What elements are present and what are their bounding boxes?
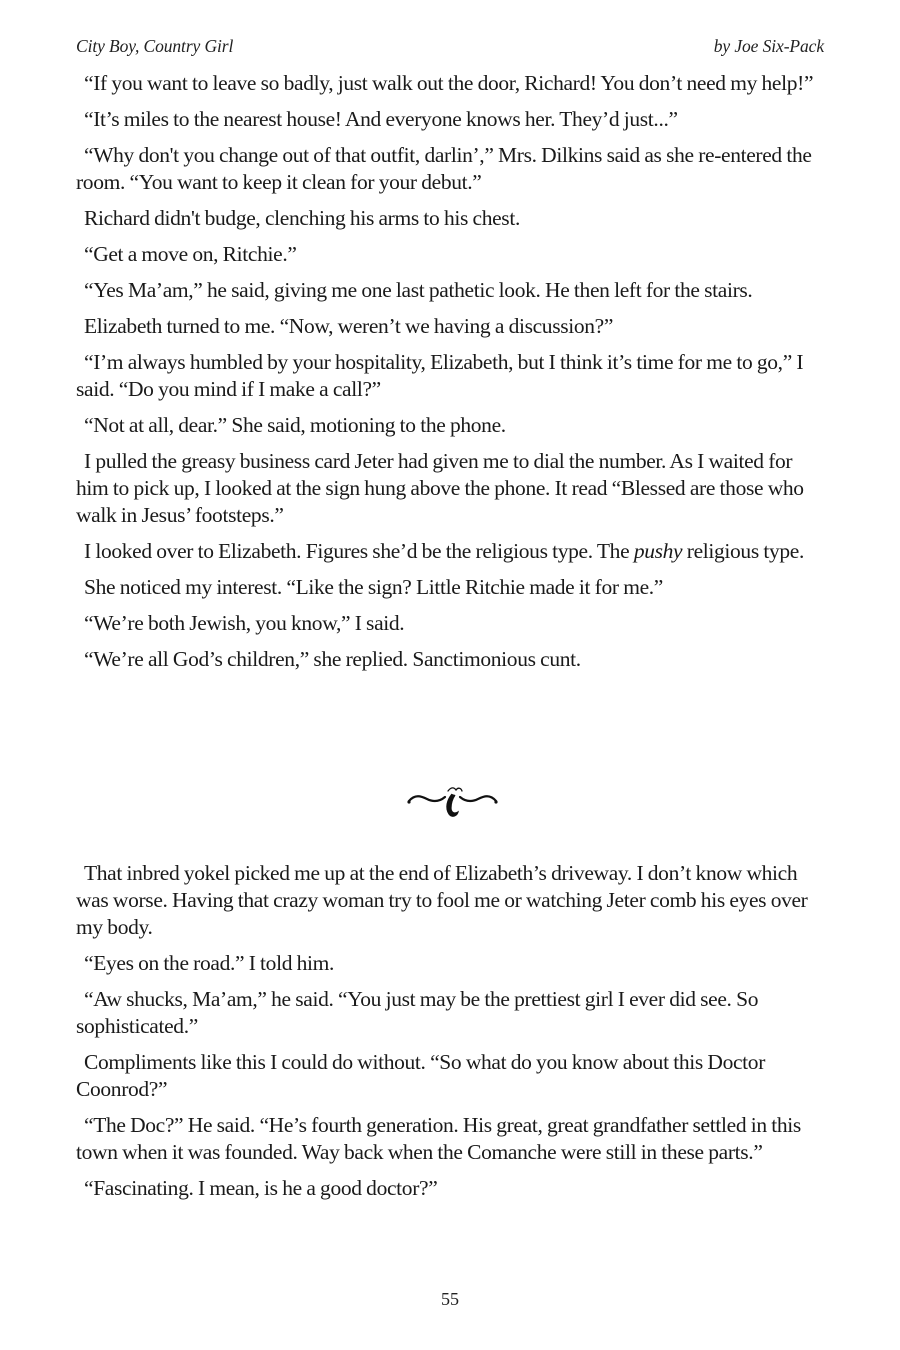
- paragraph: “We’re all God’s children,” she replied. Sanctimonious cunt.: [84, 647, 581, 671]
- paragraph: I pulled the greasy business card Jeter had given me to dial the number. As I waited for him to pick up, I looked at the sign hung above the phone. It read “Blessed are those who walk in Jesus’ footsteps.”: [76, 449, 804, 527]
- section-2-text: [76, 860, 826, 1211]
- running-head: [76, 36, 824, 60]
- paragraph: Compliments like this I could do without. “So what do you know about this Doctor Coonrod?”: [76, 1050, 766, 1101]
- paragraph: “Aw shucks, Ma’am,” he said. “You just may be the prettiest girl I ever did see. So sophisticated.”: [76, 987, 759, 1038]
- text-run: I looked over to Elizabeth. Figures she’d be the religious type. The: [84, 539, 634, 563]
- paragraph: “Get a move on, Ritchie.”: [84, 242, 297, 266]
- paragraph: “It’s miles to the nearest house! And everyone knows her. They’d just...”: [84, 107, 678, 131]
- paragraph: “Why don't you change out of that outfit, darlin’,” Mrs. Dilkins said as she re-entered the room. “You want to keep it clean for your debut.”: [76, 143, 812, 194]
- book-title: City Boy, Country Girl: [76, 36, 234, 56]
- paragraph: “The Doc?” He said. “He’s fourth generation. His great, great grandfather settled in this town when it was founded. Way back when the Comanche were still in these parts.”: [76, 1113, 801, 1164]
- paragraph: “We’re both Jewish, you know,” I said.: [84, 611, 405, 635]
- paragraph: That inbred yokel picked me up at the end of Elizabeth’s driveway. I don’t know which was worse. Having that crazy woman try to fool me or watching Jeter comb his eyes over my body.: [76, 861, 808, 939]
- paragraph: “If you want to leave so badly, just walk out the door, Richard! You don’t need my help!”: [84, 71, 814, 95]
- text-run: religious type.: [682, 539, 805, 563]
- paragraph: “I’m always humbled by your hospitality, Elizabeth, but I think it’s time for me to go,” I said. “Do you mind if I make a call?”: [76, 350, 804, 401]
- section-1-text: [76, 70, 826, 682]
- paragraph: “Fascinating. I mean, is he a good doctor?”: [84, 1176, 438, 1200]
- author-name: by Joe Six-Pack: [713, 36, 824, 56]
- paragraph: “Yes Ma’am,” he said, giving me one last pathetic look. He then left for the stairs.: [84, 278, 753, 302]
- emphasis-text: pushy: [633, 539, 683, 563]
- paragraph: “Eyes on the road.” I told him.: [84, 951, 335, 975]
- fleuron-ornament-icon: [405, 784, 500, 822]
- page-number: 55: [441, 1289, 459, 1309]
- paragraph-with-emphasis: [76, 538, 826, 565]
- paragraph: “Not at all, dear.” She said, motioning to the phone.: [84, 413, 506, 437]
- paragraph: Elizabeth turned to me. “Now, weren’t we having a discussion?”: [84, 314, 614, 338]
- paragraph: Richard didn't budge, clenching his arms to his chest.: [84, 206, 520, 230]
- paragraph: She noticed my interest. “Like the sign? Little Ritchie made it for me.”: [84, 575, 663, 599]
